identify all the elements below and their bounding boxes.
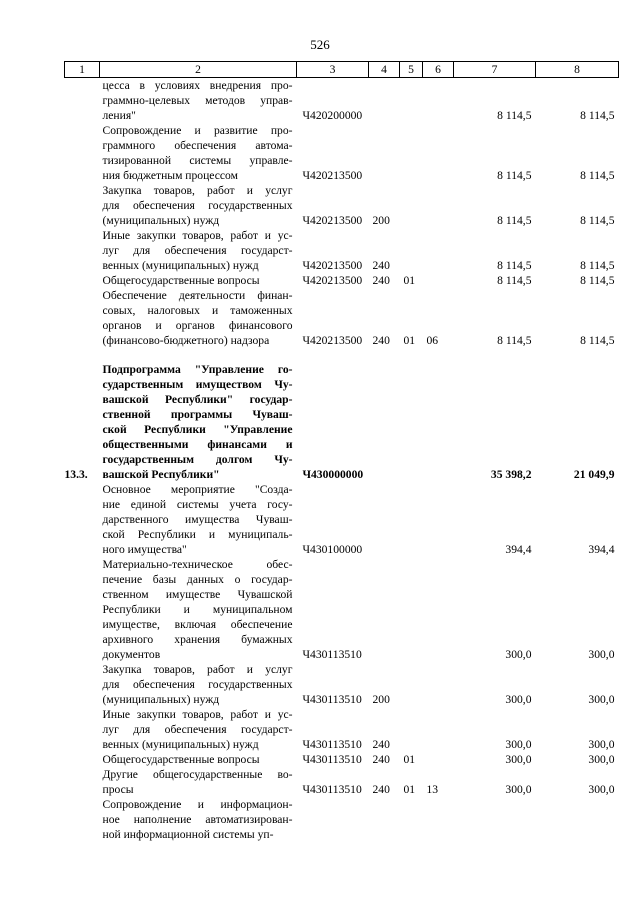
header-col-4: 4 — [369, 62, 400, 78]
row-amount-1: 300,0 — [505, 738, 532, 751]
table-row — [65, 752, 619, 767]
name-line: Республики и муниципальном — [102, 603, 293, 616]
row-number — [65, 767, 100, 797]
name-line: (муниципальных) нужд — [102, 693, 220, 706]
name-line: ной информационной системы уп- — [102, 828, 274, 841]
name-line: общественными финансами и — [102, 438, 293, 451]
header-row — [65, 62, 619, 78]
name-line: дарственного имущества Чуваш- — [102, 513, 293, 526]
row-amount-2: 300,0 — [588, 753, 615, 766]
row-name — [100, 288, 297, 348]
name-line: Материально-техническое обес- — [102, 558, 293, 571]
row-number — [65, 557, 100, 662]
row-expense-type — [369, 78, 400, 124]
name-line: Общегосударственные вопросы — [102, 753, 260, 766]
row-expense-type: 240 — [372, 753, 390, 766]
row-section — [400, 228, 423, 273]
row-subsection — [423, 273, 454, 288]
name-line: совых, налоговых и таможенных — [102, 304, 293, 317]
row-expense-type: 240 — [372, 334, 390, 347]
row-section: 01 — [403, 334, 416, 347]
header-col-6: 6 — [423, 62, 454, 78]
row-section: 01 — [403, 274, 416, 287]
name-line: документов — [102, 648, 161, 661]
row-subsection — [423, 78, 454, 124]
name-line: сударственным имуществом Чу- — [102, 378, 293, 391]
table-row — [65, 557, 619, 662]
row-name — [100, 482, 297, 557]
row-amount-2: 8 114,5 — [580, 259, 615, 272]
name-line: для обеспечения государственных — [102, 678, 293, 691]
row-code: Ч430100000 — [302, 543, 363, 556]
name-line: архивного хранения бумажных — [102, 633, 293, 646]
name-line: имуществе, включая обеспечение — [102, 618, 293, 631]
row-section: 01 — [403, 753, 416, 766]
name-line: Сопровождение и информацион- — [102, 798, 293, 811]
name-line: для обеспечения государственных — [102, 199, 293, 212]
row-number: 13.3. — [64, 468, 88, 481]
row-code: Ч420213500 — [302, 334, 363, 347]
row-number — [65, 752, 100, 767]
row-name — [100, 662, 297, 707]
row-subsection — [423, 183, 454, 228]
name-line: тизированной системы управле- — [102, 154, 293, 167]
row-amount-2: 8 114,5 — [580, 274, 615, 287]
row-section — [400, 482, 423, 557]
row-subsection — [423, 557, 454, 662]
table-row — [65, 288, 619, 348]
table-row — [65, 123, 619, 183]
row-subsection: 06 — [426, 334, 439, 347]
table-row — [65, 767, 619, 797]
row-section — [400, 797, 423, 842]
row-subsection — [423, 123, 454, 183]
name-line: ственной программы Чуваш- — [102, 408, 293, 421]
header-col-8: 8 — [536, 62, 619, 78]
row-amount-1: 8 114,5 — [497, 274, 532, 287]
row-number — [65, 662, 100, 707]
row-subsection — [423, 797, 454, 842]
row-name — [100, 557, 297, 662]
name-line: печение базы данных о государ- — [102, 573, 293, 586]
name-line: луг для обеспечения государст- — [102, 244, 293, 257]
table-row — [65, 797, 619, 842]
name-line: ние единой системы учета госу- — [102, 498, 293, 511]
name-line: венных (муниципальных) нужд — [102, 738, 259, 751]
row-name — [100, 78, 297, 124]
row-subsection — [423, 482, 454, 557]
name-line: Закупка товаров, работ и услуг — [102, 184, 293, 197]
row-code: Ч420200000 — [302, 109, 363, 122]
name-line: ления" — [102, 109, 136, 122]
name-line: ния бюджетным процессом — [102, 169, 238, 182]
row-code — [297, 797, 369, 842]
row-amount-1: 300,0 — [505, 753, 532, 766]
row-name — [100, 752, 297, 767]
row-amount-1: 8 114,5 — [497, 109, 532, 122]
row-amount-2: 21 049,9 — [573, 468, 615, 481]
row-name — [100, 362, 297, 482]
name-line: Сопровождение и развитие про- — [102, 124, 293, 137]
name-line: государственным долгом Чу- — [102, 453, 293, 466]
name-line: граммного обеспечения автома- — [102, 139, 293, 152]
name-line: вашской Республики" государ- — [102, 393, 293, 406]
row-expense-type: 240 — [372, 259, 390, 272]
row-expense-type: 200 — [372, 693, 390, 706]
row-amount-1: 300,0 — [505, 693, 532, 706]
row-amount-1 — [454, 797, 536, 842]
name-line: Основное мероприятие "Созда- — [102, 483, 293, 496]
header-col-2: 2 — [100, 62, 297, 78]
name-line: Обеспечение деятельности финан- — [102, 289, 293, 302]
row-name — [100, 183, 297, 228]
table-row — [65, 183, 619, 228]
row-expense-type: 240 — [372, 274, 390, 287]
row-subsection — [423, 707, 454, 752]
row-name — [100, 123, 297, 183]
row-code: Ч430113510 — [302, 753, 362, 766]
row-name — [100, 228, 297, 273]
row-subsection — [423, 228, 454, 273]
row-code: Ч420213500 — [302, 169, 363, 182]
row-code: Ч430113510 — [302, 693, 362, 706]
row-name — [100, 707, 297, 752]
table-row — [65, 78, 619, 124]
row-amount-1: 300,0 — [505, 648, 532, 661]
table-row — [65, 362, 619, 482]
row-subsection — [423, 662, 454, 707]
row-number — [65, 707, 100, 752]
row-name — [100, 797, 297, 842]
row-code: Ч430113510 — [302, 738, 362, 751]
row-amount-2: 300,0 — [588, 693, 615, 706]
row-amount-2: 8 114,5 — [580, 109, 615, 122]
name-line: Закупка товаров, работ и услуг — [102, 663, 293, 676]
row-subsection — [423, 362, 454, 482]
row-section — [400, 78, 423, 124]
name-line: ного имущества" — [102, 543, 187, 556]
row-subsection — [423, 752, 454, 767]
name-line: вашской Республики" — [102, 468, 220, 481]
row-number — [65, 482, 100, 557]
row-expense-type — [369, 482, 400, 557]
name-line: ственном имуществе Чувашской — [102, 588, 293, 601]
name-line: Другие общегосударственные во- — [102, 768, 293, 781]
row-amount-2: 300,0 — [588, 738, 615, 751]
table-row — [65, 273, 619, 288]
name-line: (финансово-бюджетного) надзора — [102, 334, 270, 347]
row-section — [400, 362, 423, 482]
row-amount-1: 394,4 — [505, 543, 532, 556]
row-number — [65, 123, 100, 183]
page-number: 526 — [310, 37, 330, 52]
row-code: Ч420213500 — [302, 214, 363, 227]
table-body — [65, 78, 619, 843]
row-amount-1: 300,0 — [505, 783, 532, 796]
row-expense-type: 240 — [372, 738, 390, 751]
row-code: Ч420213500 — [302, 274, 363, 287]
row-amount-2: 394,4 — [588, 543, 615, 556]
row-expense-type: 240 — [372, 783, 390, 796]
row-number — [65, 288, 100, 348]
row-expense-type: 200 — [372, 214, 390, 227]
row-amount-1: 8 114,5 — [497, 214, 532, 227]
header-col-3: 3 — [297, 62, 369, 78]
row-code: Ч430000000 — [302, 468, 364, 481]
row-number — [65, 183, 100, 228]
row-number — [65, 273, 100, 288]
row-amount-2: 300,0 — [588, 648, 615, 661]
name-line: ное наполнение автоматизирован- — [102, 813, 293, 826]
row-code: Ч430113510 — [302, 648, 362, 661]
row-name — [100, 273, 297, 288]
table-row — [65, 662, 619, 707]
row-amount-2: 8 114,5 — [580, 169, 615, 182]
name-line: венных (муниципальных) нужд — [102, 259, 259, 272]
row-section — [400, 123, 423, 183]
row-expense-type — [369, 797, 400, 842]
row-amount-1: 8 114,5 — [497, 259, 532, 272]
row-name — [100, 767, 297, 797]
name-line: Иные закупки товаров, работ и ус- — [102, 229, 293, 242]
row-subsection: 13 — [426, 783, 439, 796]
row-amount-2: 300,0 — [588, 783, 615, 796]
row-amount-1: 8 114,5 — [497, 334, 532, 347]
name-line: граммно-целевых методов управ- — [102, 94, 293, 107]
header-col-5: 5 — [400, 62, 423, 78]
name-line: ской Республики и муниципаль- — [102, 528, 293, 541]
name-line: цесса в условиях внедрения про- — [102, 79, 293, 92]
table-row — [65, 482, 619, 557]
name-line: луг для обеспечения государст- — [102, 723, 293, 736]
row-expense-type — [369, 557, 400, 662]
name-line: просы — [102, 783, 134, 796]
spacer-row — [65, 348, 619, 362]
row-amount-1: 35 398,2 — [490, 468, 532, 481]
name-line: Общегосударственные вопросы — [102, 274, 260, 287]
row-expense-type — [369, 362, 400, 482]
row-number — [65, 228, 100, 273]
header-col-1: 1 — [65, 62, 100, 78]
header-col-7: 7 — [454, 62, 536, 78]
row-section — [400, 183, 423, 228]
row-amount-2: 8 114,5 — [580, 214, 615, 227]
table-row — [65, 707, 619, 752]
budget-table — [64, 61, 619, 842]
row-amount-2: 8 114,5 — [580, 334, 615, 347]
row-section — [400, 557, 423, 662]
name-line: ской Республики "Управление — [102, 423, 293, 436]
row-expense-type — [369, 123, 400, 183]
row-section — [400, 707, 423, 752]
row-amount-1: 8 114,5 — [497, 169, 532, 182]
name-line: органов и органов финансового — [102, 319, 293, 332]
name-line: (муниципальных) нужд — [102, 214, 220, 227]
name-line: Подпрограмма "Управление го- — [102, 363, 293, 376]
row-section — [400, 662, 423, 707]
table-row — [65, 228, 619, 273]
row-section: 01 — [403, 783, 416, 796]
row-number — [65, 78, 100, 124]
row-code: Ч430113510 — [302, 783, 362, 796]
row-number — [65, 797, 100, 842]
row-code: Ч420213500 — [302, 259, 363, 272]
name-line: Иные закупки товаров, работ и ус- — [102, 708, 293, 721]
row-amount-2 — [536, 797, 619, 842]
